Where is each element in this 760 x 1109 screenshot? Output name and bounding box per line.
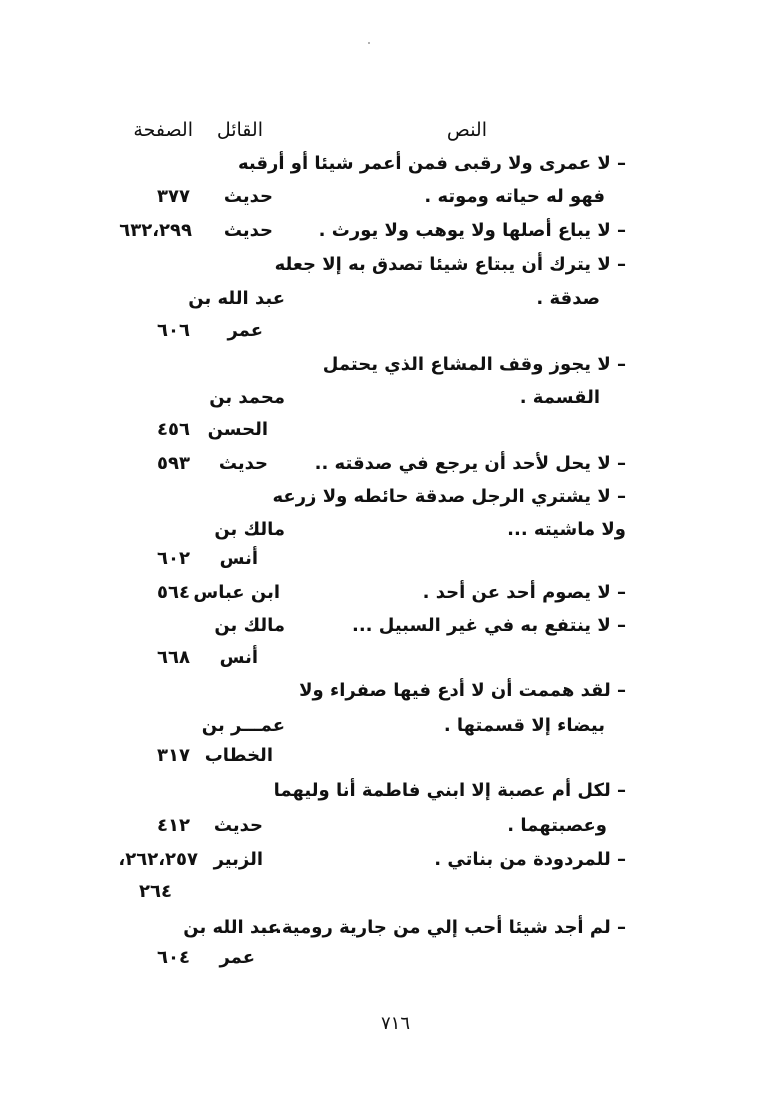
entry-text-line: – لا عمرى ولا رقبى فمن أعمر شيئا أو أرقبه xyxy=(237,153,626,174)
entry-text-line: – لا يصوم أحد عن أحد . xyxy=(422,582,626,603)
entry-text-line: بيضاء إلا قسمتها . xyxy=(443,715,605,736)
entry-speaker: الحسن xyxy=(207,419,268,440)
entry-pages: ٣٧٧ xyxy=(157,186,190,207)
entry-text-line: – لا يشتري الرجل صدقة حائطه ولا زرعه xyxy=(272,486,626,507)
page-number: ٧١٦ xyxy=(380,1013,410,1034)
entry-pages: ٦٣٢،٢٩٩ xyxy=(119,220,192,241)
entry-pages: ٦٦٨ xyxy=(157,647,190,668)
header-page-column: الصفحة xyxy=(133,119,193,141)
entry-pages: ٤٥٦ xyxy=(157,419,190,440)
entry-text-line: القسمة . xyxy=(519,387,600,408)
entry-text-line: – للمردودة من بناتي . xyxy=(434,849,626,870)
entry-speaker: عبد الله بن xyxy=(188,288,285,309)
entry-speaker: عمر xyxy=(227,320,263,341)
entry-speaker: حديث xyxy=(213,815,263,836)
entry-pages: ٢٦٢،٢٥٧، xyxy=(118,849,198,870)
header-text-column: النص xyxy=(446,119,487,141)
entry-pages: ٦٠٢ xyxy=(157,548,190,569)
entry-pages: ٤١٢ xyxy=(157,815,190,836)
entry-speaker: الزبير xyxy=(213,849,263,870)
entry-speaker: عبد الله بن xyxy=(183,917,280,938)
entry-speaker: أنس xyxy=(219,647,258,668)
entry-text-line: – لا يترك أن يبتاع شيئا تصدق به إلا جعله xyxy=(274,254,626,275)
entry-text-line: – لكل أم عصبة إلا ابني فاطمة أنا وليهما xyxy=(273,780,626,801)
entry-speaker: مالك بن xyxy=(214,615,285,636)
entry-speaker: عمر xyxy=(219,947,255,968)
entry-text-line: – لا يباع أصلها ولا يوهب ولا يورث . xyxy=(318,220,626,241)
entry-speaker: الخطاب xyxy=(204,745,273,766)
entry-text-line: – لا يحل لأحد أن يرجع في صدقته .. xyxy=(314,453,626,474)
header-speaker-column: القائل xyxy=(216,119,263,141)
entry-pages: ٢٦٤ xyxy=(139,881,172,902)
entry-text-line: – لم أجد شيئا أحب إلي من جارية رومية... xyxy=(261,917,626,938)
entry-speaker: عمـــر بن xyxy=(201,715,285,736)
entry-speaker: حديث xyxy=(218,453,268,474)
entry-pages: ٥٩٣ xyxy=(157,453,190,474)
entry-pages: ٣١٧ xyxy=(157,745,190,766)
entry-speaker: ابن عباس xyxy=(193,582,280,603)
entry-speaker: محمد بن xyxy=(209,387,285,408)
entry-text-line: وعصبتهما . xyxy=(507,815,607,836)
scan-speck xyxy=(368,42,370,44)
entry-speaker: حديث xyxy=(223,220,273,241)
entry-pages: ٦٠٤ xyxy=(157,947,190,968)
entry-text-line: ولا ماشيته ... xyxy=(507,519,626,540)
entry-pages: ٦٠٦ xyxy=(157,320,190,341)
entry-text-line: صدقة . xyxy=(536,288,600,309)
entry-speaker: حديث xyxy=(223,186,273,207)
entry-pages: ٥٦٤ xyxy=(157,582,190,603)
entry-text-line: – لا يجوز وقف المشاع الذي يحتمل xyxy=(322,354,626,375)
entry-text-line: – لقد هممت أن لا أدع فيها صفراء ولا xyxy=(299,680,626,701)
entry-text-line: فهو له حياته وموته . xyxy=(424,186,605,207)
entry-speaker: أنس xyxy=(219,548,258,569)
entry-speaker: مالك بن xyxy=(214,519,285,540)
entry-text-line: – لا ينتفع به في غير السبيل ... xyxy=(351,615,626,636)
